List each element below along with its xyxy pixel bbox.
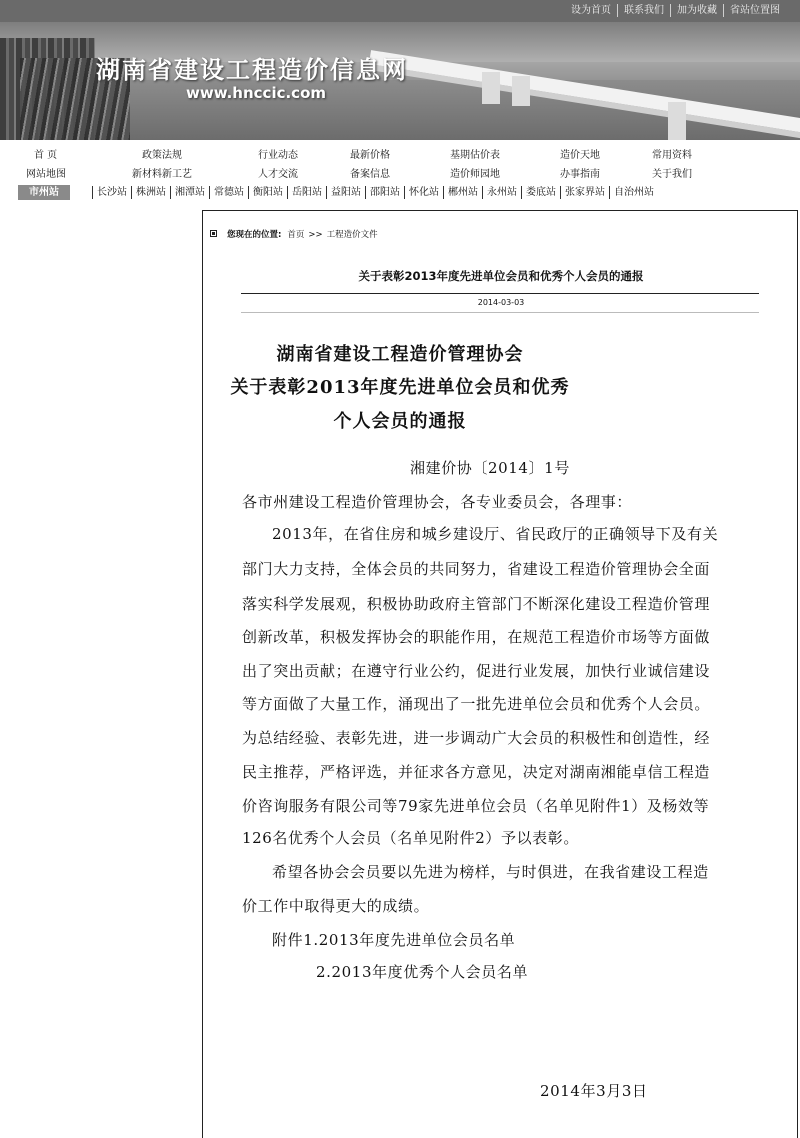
station-link[interactable]: 湘潭站	[170, 186, 209, 199]
doc-attachment-2: 2.2013年度优秀个人会员名单	[316, 963, 529, 981]
main-nav-row-2	[0, 165, 800, 181]
nav-cost-world[interactable]: 造价天地	[560, 150, 600, 161]
city-station-nav	[0, 185, 800, 201]
main-nav-row-1	[0, 146, 800, 162]
breadcrumb-section-link[interactable]: 工程造价文件	[326, 230, 378, 240]
station-link[interactable]: 永州站	[482, 186, 521, 199]
doc-body-line: 为总结经验、表彰先进，进一步调动广大会员的积极性和创造性，经	[242, 729, 711, 747]
station-link[interactable]: 衡阳站	[248, 186, 287, 199]
location-square-icon	[210, 230, 217, 237]
nav-policies[interactable]: 政策法规	[142, 150, 182, 161]
nav-industry-news[interactable]: 行业动态	[258, 150, 298, 161]
top-link-bar	[0, 0, 800, 22]
station-link[interactable]: 常德站	[209, 186, 248, 199]
city-station-list	[92, 186, 658, 199]
top-links	[565, 4, 786, 17]
nav-service-guide[interactable]: 办事指南	[560, 169, 600, 180]
article-title: 关于表彰2013年度先进单位会员和优秀个人会员的通报	[358, 269, 644, 283]
add-favorite-link[interactable]: 加为收藏	[670, 4, 723, 17]
nav-cost-engineer-garden[interactable]: 造价师园地	[450, 169, 500, 180]
doc-body-line: 希望各协会会员要以先进为榜样，与时俱进，在我省建设工程造	[272, 863, 709, 881]
nav-site-map[interactable]: 网站地图	[26, 169, 66, 180]
breadcrumb-label: 您现在的位置:	[227, 230, 282, 240]
content-panel	[202, 210, 798, 1138]
doc-body-line: 创新改革，积极发挥协会的职能作用，在规范工程造价市场等方面做	[242, 628, 711, 646]
set-homepage-link[interactable]: 设为首页	[571, 5, 611, 16]
station-link[interactable]: 郴州站	[443, 186, 482, 199]
station-link[interactable]: 邵阳站	[365, 186, 404, 199]
doc-heading-line: 个人会员的通报	[333, 411, 467, 432]
doc-body-line: 民主推荐，严格评选，并征求各方意见，决定对湖南湘能卓信工程造	[242, 763, 711, 781]
date-divider	[241, 312, 759, 313]
nav-home[interactable]: 首 页	[34, 150, 58, 161]
city-station-label: 市州站	[18, 185, 70, 200]
station-link[interactable]: 株洲站	[131, 186, 170, 199]
doc-heading-line: 湖南省建设工程造价管理协会	[276, 344, 524, 365]
nav-latest-prices[interactable]: 最新价格	[350, 150, 390, 161]
breadcrumb	[210, 228, 382, 240]
station-link[interactable]: 怀化站	[404, 186, 443, 199]
doc-body-line: 价工作中取得更大的成绩。	[242, 897, 430, 915]
contact-us-link[interactable]: 联系我们	[617, 4, 670, 17]
site-title: 湖南省建设工程造价信息网	[96, 56, 408, 84]
doc-number: 湘建价协〔2014〕1号	[410, 459, 570, 477]
doc-body-line: 2013年，在省住房和城乡建设厅、省民政厅的正确领导下及有关	[272, 525, 719, 543]
site-banner	[0, 0, 800, 140]
station-link[interactable]: 益阳站	[326, 186, 365, 199]
nav-new-materials[interactable]: 新材料新工艺	[132, 169, 192, 180]
doc-body-line: 出了突出贡献；在遵守行业公约，促进行业发展，加快行业诚信建设	[242, 662, 711, 680]
doc-body-line: 部门大力支持，全体会员的共同努力，省建设工程造价管理协会全面	[242, 560, 711, 578]
nav-talent-exchange[interactable]: 人才交流	[258, 169, 298, 180]
station-link[interactable]: 张家界站	[560, 186, 609, 199]
doc-body-line: 落实科学发展观，积极协助政府主管部门不断深化建设工程造价管理	[242, 595, 711, 613]
bridge-pier	[668, 102, 686, 140]
bridge-pier	[482, 72, 500, 104]
station-link[interactable]: 岳阳站	[287, 186, 326, 199]
doc-body-line: 价咨询服务有限公司等79家先进单位会员（名单见附件1）及杨效等	[242, 797, 710, 815]
station-link[interactable]: 长沙站	[92, 186, 131, 199]
nav-common-materials[interactable]: 常用资料	[652, 150, 692, 161]
breadcrumb-separator: >>	[308, 230, 323, 240]
nav-filing-info[interactable]: 备案信息	[350, 169, 390, 180]
bridge-pier	[512, 76, 530, 106]
doc-attachment-1: 附件1.2013年度先进单位会员名单	[272, 931, 516, 949]
breadcrumb-home-link[interactable]: 首页	[287, 230, 305, 240]
doc-salutation: 各市州建设工程造价管理协会，各专业委员会，各理事：	[242, 493, 633, 511]
title-divider	[241, 293, 759, 294]
site-url: www.hnccic.com	[186, 84, 327, 102]
doc-sign-date: 2014年3月3日	[540, 1082, 648, 1100]
station-link[interactable]: 娄底站	[521, 186, 560, 199]
doc-body-line: 等方面做了大量工作，涌现出了一批先进单位会员和优秀个人会员。	[242, 695, 711, 713]
nav-base-valuation[interactable]: 基期估价表	[450, 150, 500, 161]
doc-body-line: 126名优秀个人会员（名单见附件2）予以表彰。	[242, 829, 579, 847]
site-location-map-link[interactable]: 省站位置图	[723, 4, 786, 17]
doc-heading-line: 关于表彰2013年度先进单位会员和优秀	[230, 377, 570, 398]
nav-about-us[interactable]: 关于我们	[652, 169, 692, 180]
station-link[interactable]: 自治州站	[609, 186, 658, 199]
article-date: 2014-03-03	[477, 298, 525, 307]
